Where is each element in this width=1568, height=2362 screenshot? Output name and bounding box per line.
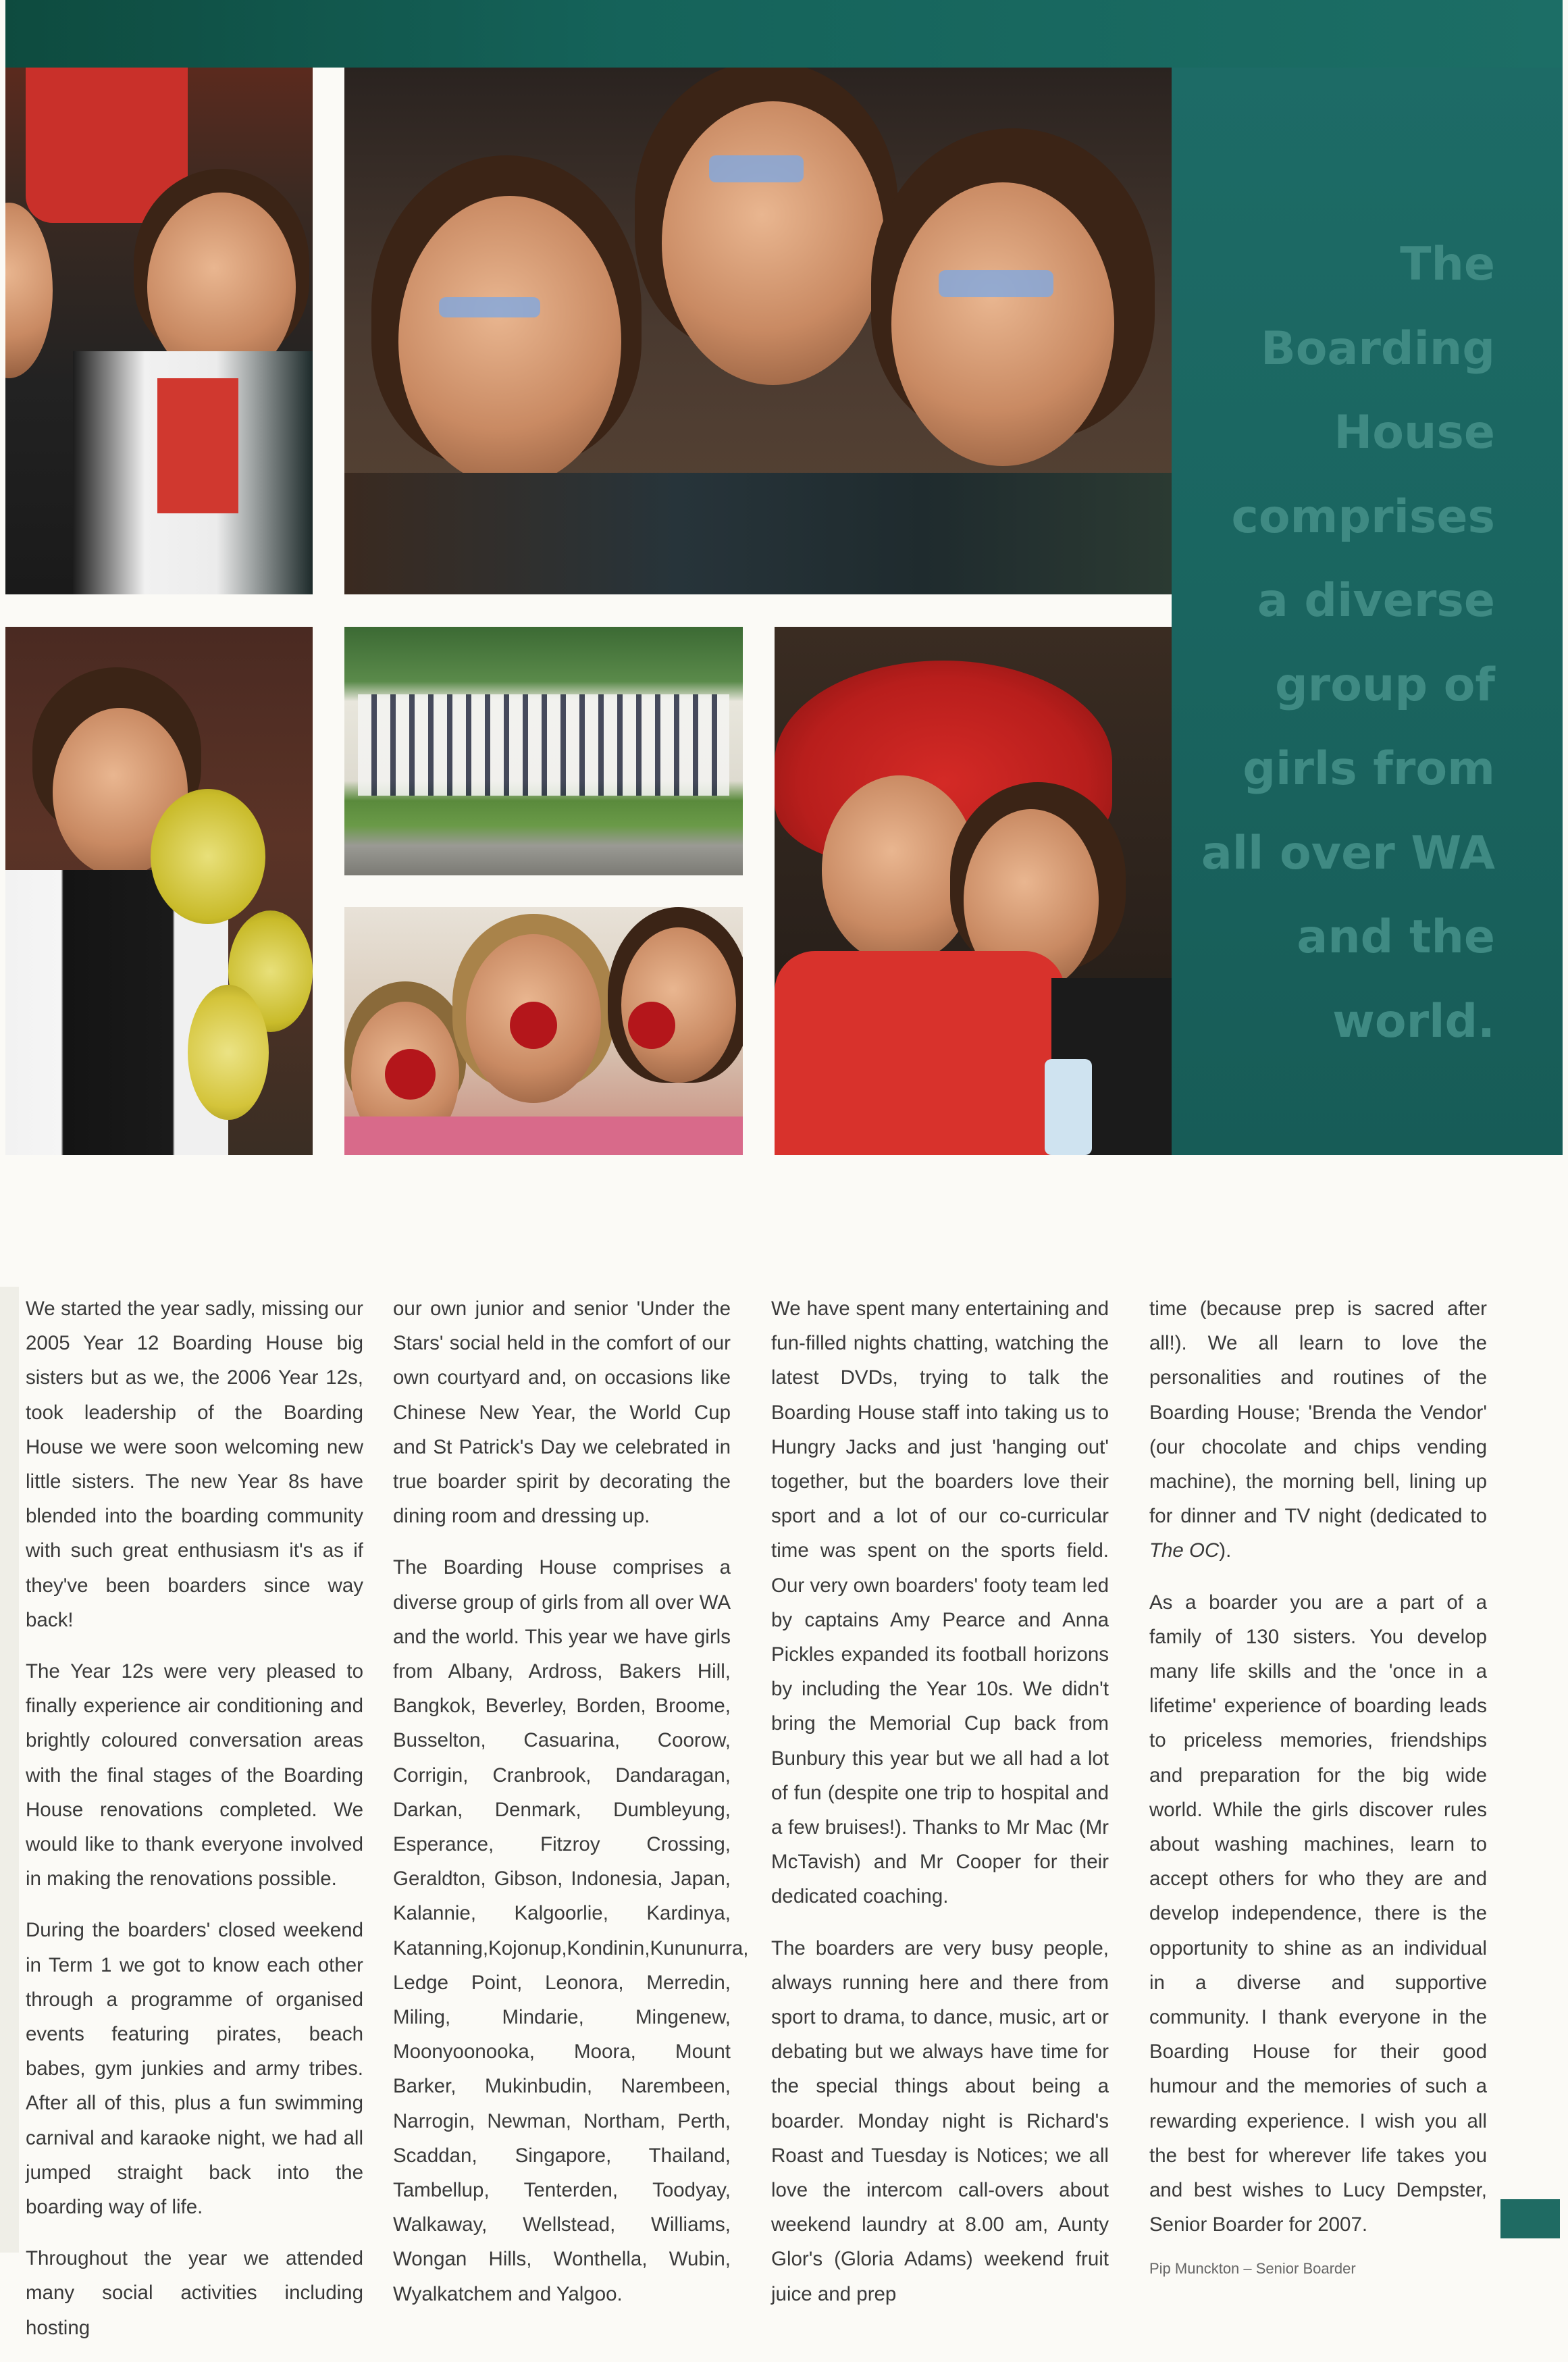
pull-quote-line: Boarding bbox=[1260, 322, 1495, 376]
pull-quote-line: House bbox=[1334, 406, 1495, 459]
photo-girl-jacket bbox=[5, 68, 313, 594]
pull-quote-line: a diverse bbox=[1257, 574, 1495, 627]
article-text: time (because prep is sacred after all!). We all learn to love the personalities and routines of the Boarding House; 'Brenda the Vendor' (our chocolate and chips vending machine), the morning bell, lining up for dinner and TV night (dedicated to bbox=[1149, 1298, 1487, 1528]
article-paragraph: We have spent many entertaining and fun-filled nights chatting, watching the latest DVDs, trying to talk the Boarding House staff into taking us to Hungry Jacks and just 'hanging out' together, but the boarders love their sport and a lot of our co-curricular time was spent on the sports field. Our very own boarders' footy team led by captains Amy Pearce and Anna Pickles expanded its football horizons by including the Year 10s. We didn't bring the Memorial Cup back from Bunbury this year but we all had a lot of fun (despite one trip to hospital and a few bruises!). Thanks to Mr Mac (Mr McTavish) and Mr Cooper for their dedicated coaching. bbox=[771, 1298, 1109, 1908]
pull-quote-line: girls from bbox=[1243, 742, 1495, 796]
pull-quote-line: and the bbox=[1297, 910, 1495, 964]
article-paragraph: The Year 12s were very pleased to finally experience air conditioning and brightly coloured conversation areas with the final stages of the Boarding House renovations completed. We would like to thank everyone involved in making the renovations possible. bbox=[26, 1660, 363, 1891]
article-paragraph: our own junior and senior 'Under the Stars' social held in the comfort of our own courtyard and, on occasions like Chinese New Year, the World Cup and St Patrick's Day we celebrated in true boarder spirit by decorating the dining room and dressing up. bbox=[393, 1298, 731, 1528]
article-paragraph: During the boarders' closed weekend in Term 1 we got to know each other through a programme of organised events featuring pirates, beach babes, gym junkies and army tribes. After all of this, plus a fun swimming carnival and karaoke night, we had all jumped straight back into the boarding way of life. bbox=[26, 1919, 363, 2219]
page-edge-shadow bbox=[0, 1287, 19, 2253]
article-column-3 bbox=[771, 1291, 1109, 2328]
pull-quote-line: group of bbox=[1275, 658, 1495, 712]
article-paragraph: As a boarder you are a part of a family of 130 sisters. You develop many life skills and the 'once in a lifetime' experience of boarding leads to priceless memories, friendships and preparation for the big wide world. While the girls discover rules about washing machines, learn to accept others for who they are and develop independence, there is the opportunity to shine as an individual in a diverse and supportive community. I thank everyone in the Boarding House for their good humour and the memories of such a rewarding experience. I wish you all the best for wherever life takes you and best wishes to Lucy Dempster, Senior Boarder for 2007. bbox=[1149, 1591, 1487, 2236]
article-column-4 bbox=[1149, 1291, 1487, 2279]
article-paragraph: The boarders are very busy people, always running here and there from sport to drama, to dance, music, art or debating but we always have time for the special things about being a boarder. Monday night is Richard's Roast and Tuesday is Notices; we all love the intercom call-overs about weekend laundry at 8.00 am, Aunty Glor's (Gloria Adams) weekend fruit juice and prep bbox=[771, 1936, 1109, 2305]
photo-apple-game bbox=[344, 907, 743, 1155]
pull-quote bbox=[1171, 223, 1495, 1064]
pull-quote-line: The bbox=[1400, 238, 1495, 291]
article-paragraph: Throughout the year we attended many social activities including hosting bbox=[26, 2247, 363, 2339]
article-paragraph: The Boarding House comprises a diverse group of girls from all over WA and the world. This year we have girls from Albany, Ardross, Bakers Hill, Bangkok, Beverley, Borden, Broome, Busselton, Casuarina, Coorow, Corrigin, Cranbrook, Dandaragan, Darkan, Denmark, Dumbleyung, Esperance, Fitzroy Crossing, Geraldton, Gibson, Indonesia, Japan, Kalannie, Kalgoorlie, Kardinya, Katanning,Kojonup,Kondinin,Kununurra, Ledge Point, Leonora, Merredin, Miling, Mindarie, Mingenew, Moonyoonooka, Moora, Mount Barker, Mukinbudin, Narembeen, Narrogin, Newman, Northam, Perth, Scaddan, Singapore, Thailand, Tambellup, Tenterden, Toodyay, Walkaway, Wellstead, Williams, Wongan Hills, Wonthella, Wubin, Wyalkatchem and Yalgoo. bbox=[393, 1556, 749, 2305]
author-signature: Pip Munckton – Senior Boarder bbox=[1149, 2260, 1356, 2278]
photo-group-outdoor bbox=[344, 627, 743, 875]
photo-red-hat bbox=[775, 627, 1172, 1155]
photo-girl-balloons bbox=[5, 627, 313, 1155]
pull-quote-line: comprises bbox=[1231, 490, 1495, 544]
photo-face-paint bbox=[344, 68, 1172, 594]
article-column-1 bbox=[26, 1291, 363, 2362]
tv-show-title: The OC bbox=[1149, 1539, 1220, 1562]
quote-panel bbox=[1172, 68, 1563, 1155]
article-column-2 bbox=[393, 1291, 749, 2328]
header-band bbox=[5, 0, 1563, 68]
article-text: ). bbox=[1219, 1539, 1232, 1562]
pull-quote-line: world. bbox=[1332, 994, 1495, 1048]
pull-quote-line: all over WA bbox=[1201, 826, 1495, 880]
page-corner-tab bbox=[1500, 2199, 1560, 2238]
article-paragraph bbox=[1149, 1291, 1487, 1568]
article-paragraph: We started the year sadly, missing our 2005 Year 12 Boarding House big sisters but as we, the 2006 Year 12s, took leadership of the Boarding House we were soon welcoming new little sisters. The new Year 8s have blended into the boarding community with such great enthusiasm it's as if they've been boarders since way back! bbox=[26, 1298, 363, 1631]
